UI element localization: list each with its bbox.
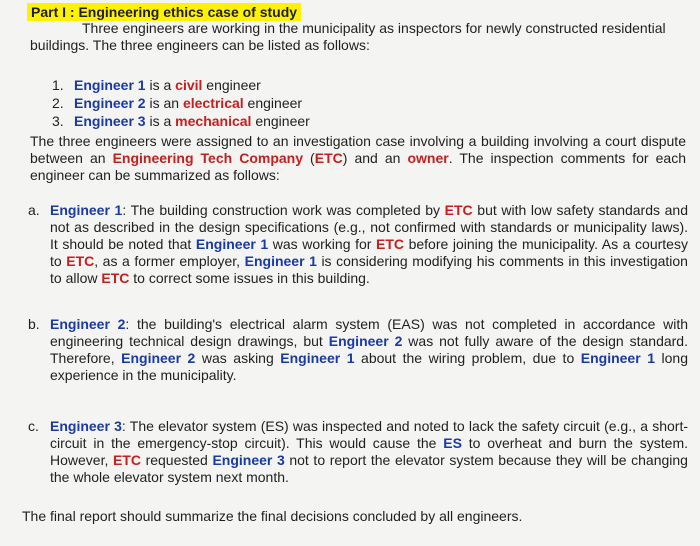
final-note: The final report should summarize the final decisions concluded by all engineers. bbox=[22, 508, 523, 524]
list-item: 3. Engineer 3 is a mechanical engineer bbox=[52, 113, 310, 129]
list-item: 2. Engineer 2 is an electrical engineer bbox=[52, 95, 303, 111]
comment-item-b: b. Engineer 2: the building's electrical alarm system (EAS) was not completed in accordance with engineering technical design drawings, but Engineer 2 was not fully aware of the design standard. Therefore, Engineer 2 was asking Engineer 1 about the wiring problem, due to Engineer 1 long experience in the municipality. bbox=[28, 316, 688, 383]
comment-item-a: a. Engineer 1: The building construction work was completed by ETC but with low safety standards and not as described in the design specifications (e.g., not confirmed with standards or municipality laws). It should be noted that Engineer 1 was working for ETC before joining the municipality. As a courtesy to ETC, as a former employer, Engineer 1 is considering modifying his comments in this investigation to allow ETC to correct some issues in this building. bbox=[28, 202, 688, 286]
comment-item-c: c. Engineer 3: The elevator system (ES) was inspected and noted to lack the safety circuit (e.g., a short-circuit in the emergency-stop circuit). This would cause the ES to overheat and burn the system. However, ETC requested Engineer 3 not to report the elevator system because they will be changing the whole elevator system next month. bbox=[28, 418, 688, 485]
case-paragraph: The three engineers were assigned to an investigation case involving a building involving a court dispute between an Engineering Tech Company (ETC) and an owner. The inspection comments for each engineer can be summarized as follows: bbox=[30, 133, 686, 183]
list-item: 1. Engineer 1 is a civil engineer bbox=[52, 77, 261, 93]
intro-paragraph: Three engineers are working in the municipality as inspectors for newly constructed residential buildings. The three engineers can be listed as follows: bbox=[30, 20, 666, 53]
engineer-list bbox=[52, 77, 310, 131]
section-title: Part I : Engineering ethics case of study bbox=[27, 3, 301, 21]
